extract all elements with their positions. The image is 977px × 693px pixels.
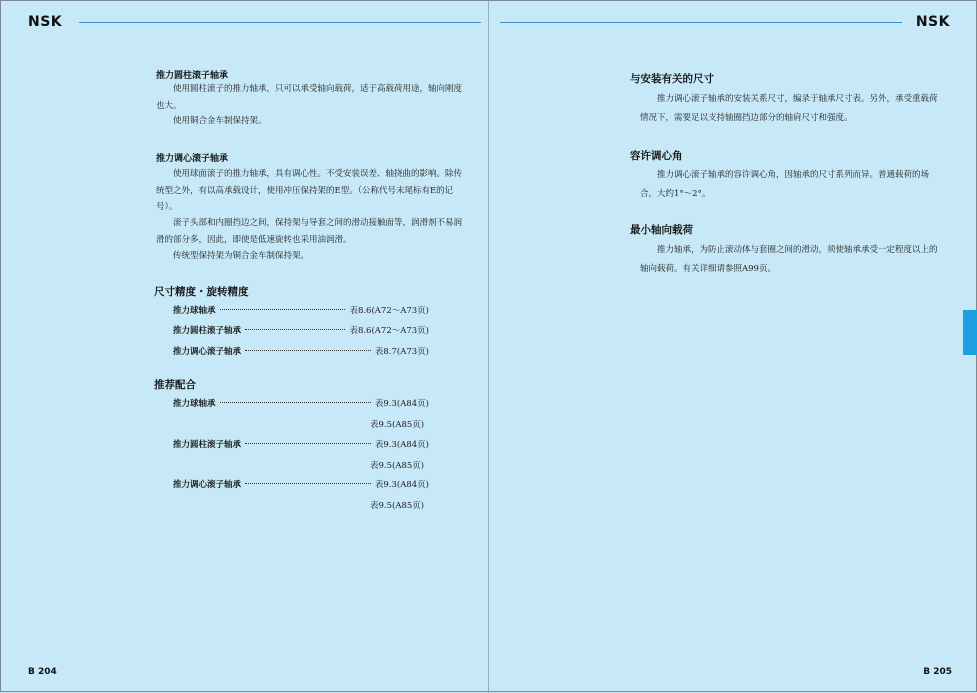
- para-thrust-spherical-2: 滚子头部和内圈挡边之间，保持架与导套之间的滑动接触面等，润滑剂不易润滑的部分多，因此，即使是低速旋转也采用油润滑。: [156, 218, 463, 245]
- page-number-left: B 204: [28, 667, 57, 677]
- fit-row-name: 推力调心滚子轴承: [173, 480, 242, 490]
- para-min-axial-load: 推力轴承，为防止滚动体与套圈之间的滑动，须使轴承承受一定程度以上的轴向载荷。有关详细请参照A99页。: [640, 245, 938, 274]
- left-page: [1, 1, 489, 693]
- leader-dots: [220, 402, 371, 403]
- page-number-right: B 205: [923, 667, 952, 677]
- fit-row-ref-extra: 表9.5(A85页): [370, 501, 425, 511]
- para-thrust-spherical-1: 使用球面滚子的推力轴承，具有调心性。不受安装误差、轴挠曲的影响。除传统型之外，有以高承载设计，使用冲压保持架的E型。（公称代号末尾标有E的记号）。: [156, 169, 463, 212]
- fit-row-ref: 表9.3(A84页): [374, 440, 429, 450]
- para-misalignment: 推力调心滚子轴承的容许调心角，因轴承的尺寸系列而异。普通载荷的场合，大约1°～2°。: [640, 170, 930, 199]
- accuracy-row: [173, 323, 429, 337]
- fit-row-ref: 表9.3(A84页): [374, 399, 429, 409]
- fit-row: [173, 477, 429, 491]
- leader-dots: [245, 443, 371, 444]
- heading-min-axial-load: 最小轴向载荷: [630, 224, 693, 236]
- accuracy-row-ref: 表8.6(A72～A73页): [349, 326, 429, 336]
- para-thrust-spherical-3: 传统型保持架为铜合金车制保持架。: [173, 251, 310, 261]
- accuracy-row-name: 推力调心滚子轴承: [173, 347, 242, 357]
- heading-thrust-cylindrical: 推力圆柱滚子轴承: [156, 71, 229, 81]
- section-tab-marker: [963, 310, 977, 355]
- fit-row-ref: 表9.3(A84页): [374, 480, 429, 490]
- leader-dots: [245, 483, 371, 484]
- accuracy-row: [173, 303, 429, 317]
- accuracy-row-ref: 表8.7(A73页): [374, 347, 429, 357]
- brand-logo-left: NSK: [28, 14, 63, 30]
- heading-mounting-dimensions: 与安装有关的尺寸: [630, 73, 714, 85]
- right-page: [490, 1, 977, 693]
- para-mounting-dimensions: 推力调心滚子轴承的安装关系尺寸，编录于轴承尺寸表。另外，承受重载荷情况下，需要足以支持轴圈挡边部分的轴肩尺寸和强度。: [640, 94, 938, 123]
- brand-logo-right: NSK: [915, 14, 950, 30]
- accuracy-row-ref: 表8.6(A72～A73页): [349, 306, 429, 316]
- heading-thrust-spherical: 推力调心滚子轴承: [156, 154, 229, 164]
- fit-row: [173, 396, 429, 410]
- heading-misalignment: 容许调心角: [630, 150, 683, 162]
- leader-dots: [245, 329, 345, 330]
- fit-row-name: 推力球轴承: [173, 399, 216, 409]
- leader-dots: [220, 309, 346, 310]
- accuracy-row: [173, 344, 429, 358]
- fit-row-ref-extra: 表9.5(A85页): [370, 461, 425, 471]
- fit-row-name: 推力圆柱滚子轴承: [173, 440, 242, 450]
- leader-dots: [245, 350, 371, 351]
- header-rule-right: [500, 22, 902, 23]
- fit-row: [173, 437, 429, 451]
- heading-dimension-accuracy: 尺寸精度・旋转精度: [154, 286, 249, 298]
- accuracy-row-name: 推力圆柱滚子轴承: [173, 326, 242, 336]
- heading-recommended-fits: 推荐配合: [154, 379, 196, 391]
- para-thrust-cylindrical-2: 使用铜合金车制保持架。: [173, 116, 267, 126]
- para-thrust-cylindrical-1: 使用圆柱滚子的推力轴承，只可以承受轴向载荷，适于高载荷用途，轴向刚度也大。: [156, 84, 463, 111]
- fit-row-ref-extra: 表9.5(A85页): [370, 420, 425, 430]
- accuracy-row-name: 推力球轴承: [173, 306, 216, 316]
- header-rule-left: [79, 22, 481, 23]
